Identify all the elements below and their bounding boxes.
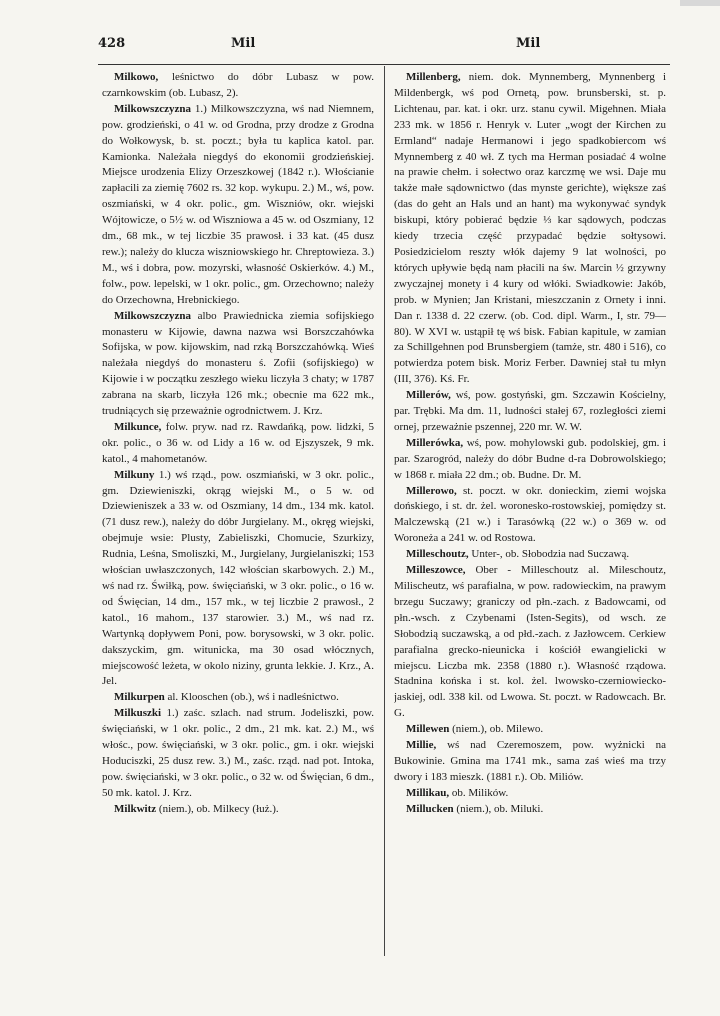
entry-text: niem. dok. Mynnemberg, Mynnenberg i Mildenbergk, wś pod Ornetą, pow. brunsberski, st. p. Lichtenau, par. kat. i okr. urz. stanu cywil. Migehnen. Miała 233 mk. w 1856 r. Henryk v. Luter „wogt der Kirchen zu Ermland“ nadaje Hermanowi i jego spadkobiercom wś Mynnemberg z 40 wł. Z tych ma Herman posiadać 4 wolne na prawie chełm. i sołectwo oraz karczmę we wsi. Daje mu także małe sądownictwo (das mynste gerichte), większe zaś (das do geht an Hals und an hant) ma wykonywać syndyk biskupi, który pobierać będzie ⅓ kar sądowych, podczas kiedy trzecia część przypadać będzie sołtysowi. Posiedzicielom reszty włók dajemy 9 lat wolności, po których upływie będą nam płacili na św. Marcin ½ grzywny zwyczajnej monety i 4 kury od włóki. Swiadkowie: Jakób, prob. w Mynien; Jan Kristani, mieszczanin z Ornety i inni. Dan r. 1338 d. 22 czerw. (ob. Cod. dipl. Warm., I, str. 79—80). W XVI w. ustąpił tę wś bisk. Fabian kapitule, w zamian za Schillgehnen pod Brunsbergiem (tamże, str. 480 i 516), co potwierdza potem bisk. Moriz Ferber. Dawniej stał tu młyn (III, 376). Kś. Fr.	[394, 71, 666, 386]
entry-headword: Millerówka,	[406, 436, 464, 449]
entry-headword: Milkowszczyzna	[114, 309, 191, 322]
entry-text: st. poczt. w okr. donieckim, ziemi wojska dońskiego, i st. dr. żel. woronesko-rostowskiej, pomiędzy st. Malczewską (21 w.) i Tarasówką (22 w.) o 369 w. od Woroneża a 241 w. od Rostowa.	[394, 484, 666, 545]
entry-text: ob. Milików.	[451, 786, 509, 799]
header-rule	[98, 64, 670, 65]
dictionary-entry	[394, 722, 666, 738]
entry-text: wś, pow. mohylowski gub. podolskiej, gm. i par. Szarogród, należy do dóbr Budne d-ra Dobrowolskiego; w 1868 r. miała 22 dm.; ob. Budne. Dr. M.	[394, 436, 666, 481]
entry-headword: Millerowo,	[406, 484, 457, 497]
entry-text: 1.) Milkowszczyzna, wś nad Niemnem, pow. grodzieński, o 41 w. od Grodna, przy drodze z Grodna do Wołkowysk, b. st. poczt.; była tu kaplica katol. par. Kamionka. Należała niegdyś do ekonomii grodzieńskiej. Miejsce urodzenia Elizy Orzeszkowej (1842 r.). Włościanie zapłacili za ziemię 7602 rs. 32 kop. wykupu. 2.) M., wś, pow. oszmiański, w 4 okr. polic., gm. Wiszniów, okr. wiejski Wójtowicze, o 5½ w. od Wiszniowa a 45 w. od Oszmiany, 12 dm., 68 mk., w tej liczbie 35 prawosł. i 33 kat. (45 dusz rew.); należy do klucza wiszniowskiego hr. Chreptowieza. 3.) M., wś i dobra, pow. mozyrski, własność Oskierków. 4.) M., folw., pow. lepelski, w 1 okr. polic., gm. Orzechowno; należy do Orzechowna, Hrebnickiego.	[102, 102, 374, 306]
entry-text: 1.) wś rząd., pow. oszmiański, w 3 okr. polic., gm. Dziewieniszki, okrąg wiejski M., o 5 w. od Dziewieniszek a 33 w. od Oszmiany, 14 dm., 134 mk. katol. (71 dusz rew.), należy do dóbr Jurgielany. M., okręg wiejski, obejmuje wsie: Plusty, Zabieliszki, Chomucie, Szurkizy, Rudnia, Leśna, Smoliszki, M., Jurgielany, Jurgielaniszki; 153 włościan uwłaszczonych, 142 włościan skarbowych. 2.) M., wś nad rz. Świłką, pow. święciański, w 3 okr. polic., o 16 w. od Święcian, 14 dm., 157 mk., w tej liczbie 2 prawosł., 2 katol., 16 mahom., 137 starowier. 3.) M., wś nad rz. Wartynką dopływem Poni, pow. borysowski, w 3 okr. polic. dakszyckim, gm. witunicka, ma 30 osad włócznych, miejscowość leżeta, w okolo niziny, grunta lekkie. J. Krz., A. Jel.	[102, 468, 374, 688]
entry-text: albo Prawiednicka ziemia sofijskiego monasteru w Kijowie, dawna nazwa wsi Borszczahówka Sofijska, w pow. kijowskim, nad rzką Borszczahówką. Wieś należała niegdyś do monasteru ś. Zofii (sofijskiego) w Kijowie i w początku zeszłego wieku liczyła 3 chaty; w 1787 zabrana na skarb, liczyła 126 mk.; obecnie ma 622 mk., trudniących się przeważnie ogrodnictwem. J. Krz.	[102, 309, 374, 418]
entry-text: Unter-, ob. Słobodzia nad Suczawą.	[471, 548, 630, 561]
entry-headword: Milkwitz	[114, 802, 157, 815]
page-header	[98, 36, 668, 56]
dictionary-entry	[394, 436, 666, 484]
entry-headword: Milkurpen	[114, 691, 165, 704]
entry-headword: Milkunce,	[114, 420, 162, 433]
dictionary-entry	[394, 563, 666, 722]
entry-headword: Milleszowce,	[406, 564, 466, 577]
dictionary-entry	[394, 70, 666, 388]
right-column	[394, 70, 666, 950]
running-head-left: Mil	[231, 36, 256, 51]
dictionary-entry	[394, 484, 666, 548]
entry-text: Ober - Milleschoutz al. Mileschoutz, Milischeutz, wś parafialna, w pow. radowieckim, na prawym brzegu Suczawy; graniczy od płn.-zach. z Badowcami, od płn.-wsch. z Czybenami (Isten-Segits), od wsch. ze Słobodzią suczawską, a od płd.-zach. z Jazłowcem. Cerkiew parafialna grecko-nieunicka i kościół ewangielicki w miejscu. Liczba mk. 2358 (1880 r.). Własność rządowa. Stadnina końska i st. kol. żel. lwowsko-czerniowiecko-jaskiej, odl. 338 kil. od Lwowa. St. poczt. w Radowcach. Br. G.	[394, 564, 666, 720]
entry-headword: Milkowszczyzna	[114, 102, 191, 115]
dictionary-entry	[102, 706, 374, 801]
entry-text: folw. pryw. nad rz. Rawdańką, pow. lidzki, 5 okr. polic., o 36 w. od Lidy a 16 w. od Ejszyszek, 9 mk. katol., 4 mahometanów.	[102, 420, 374, 465]
dictionary-entry	[394, 738, 666, 786]
entry-text: (niem.), ob. Miluki.	[456, 802, 544, 815]
entry-text: wś, pow. gostyński, gm. Szczawin Kościelny, par. Trębki. Ma dm. 11, ludności stałej 67, rozległości ziemi ornej, przeważnie pszennej, 220 mr. W. W.	[394, 389, 666, 433]
dictionary-entry	[102, 102, 374, 309]
entry-headword: Millewen	[406, 723, 450, 736]
dictionary-entry	[394, 547, 666, 563]
dictionary-entry	[102, 802, 374, 818]
entry-headword: Milleschoutz,	[406, 548, 469, 561]
entry-text: leśnictwo do dóbr Lubasz w pow. czarnkowskim (ob. Lubasz, 2).	[102, 71, 374, 99]
dictionary-entry	[102, 468, 374, 691]
entry-text: (niem.), ob. Milewo.	[452, 723, 544, 736]
column-divider	[384, 66, 385, 956]
dictionary-entry	[394, 786, 666, 802]
entry-text: (niem.), ob. Milkecy (łuż.).	[158, 802, 279, 815]
scan-edge	[680, 0, 720, 6]
entry-headword: Millikau,	[406, 786, 450, 799]
dictionary-entry	[394, 802, 666, 818]
entry-headword: Millucken	[406, 802, 454, 815]
dictionary-entry	[394, 388, 666, 436]
entry-text: 1.) zaśc. szlach. nad strum. Jodeliszki, pow. święciański, w 1 okr. polic., 2 dm., 21 mk. kat. 2.) M., wś włośc., pow. święciański, w 3 okr. polic., gm. i okr. wiejski Hoduciszki, 25 dusz rew. 3.) M., zaśc. rząd. nad pot. Intoka, pow. święciański, w 3 okr. polic., o 32 w. od Święcian, 6 dm., 50 mk. katol. J. Krz.	[102, 707, 374, 799]
entry-text: wś nad Czeremoszem, pow. wyżnicki na Bukowinie. Gmina ma 1741 mk., sama zaś wieś ma trzy dwory i 183 mieszk. (1881 r.). Ob. Miliów.	[394, 739, 666, 783]
entry-headword: Millerów,	[406, 389, 451, 402]
running-head-right: Mil	[516, 36, 541, 51]
entry-text: al. Klooschen (ob.), wś i nadleśnictwo.	[167, 691, 339, 704]
entry-headword: Millenberg,	[406, 71, 461, 83]
dictionary-entry	[102, 420, 374, 468]
entry-headword: Millie,	[406, 739, 437, 752]
dictionary-entry	[102, 309, 374, 420]
entry-headword: Milkowo,	[114, 71, 159, 83]
left-column	[102, 70, 374, 950]
entry-headword: Milkuny	[114, 468, 155, 481]
dictionary-entry	[102, 690, 374, 706]
page-number: 428	[98, 36, 126, 51]
entry-headword: Milkuszki	[114, 707, 162, 720]
dictionary-entry	[102, 70, 374, 102]
